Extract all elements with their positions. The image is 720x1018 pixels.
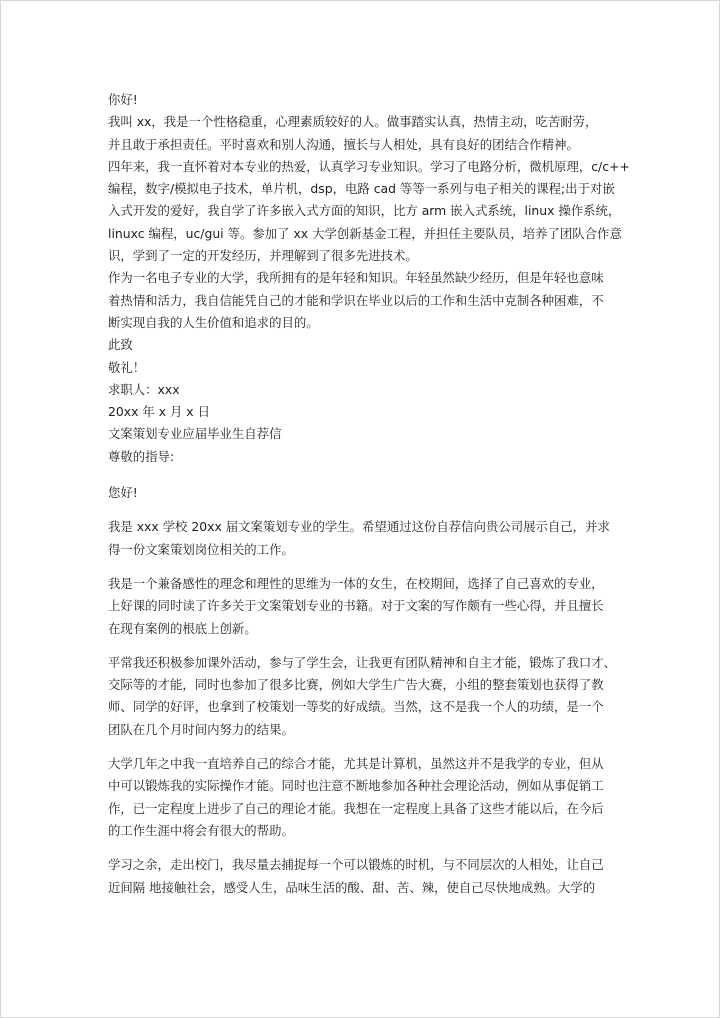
paragraph-line: 我是一个兼备感性的理念和理性的思维为一体的女生，在校期间，选择了自己喜欢的专业，	[108, 575, 604, 591]
paragraph-line: 入式开发的爱好，我自学了许多嵌入式方面的知识，比方 arm 嵌入式系统，linux 操作系统，	[108, 203, 621, 219]
date: 20xx 年 x 月 x 日	[108, 404, 210, 420]
paragraph-line: 近间隔 地接触社会，感受人生，品味生活的酸、甜、苦、辣，使自己尽快地成熟。大学的	[108, 879, 596, 895]
paragraph-line: 并且敢于承担责任。平时喜欢和别人沟通，擅长与人相处，具有良好的团结合作精神。	[108, 136, 579, 152]
paragraph-line: 断实现自我的人生价值和追求的目的。	[108, 314, 319, 330]
paragraph-line: 平常我还积极参加课外活动，参与了学生会，让我更有团队精神和自主才能，锻炼了我口才、	[108, 654, 617, 670]
paragraph-line: 大学几年之中我一直培养自己的综合才能，尤其是计算机，虽然这并不是我学的专业，但从	[108, 756, 604, 772]
document-title: 文案策划专业应届毕业生自荐信	[108, 426, 282, 442]
paragraph-gap	[108, 842, 616, 854]
paragraph-line: 我叫 xx，我是一个性格稳重，心理素质较好的人。做事踏实认真，热情主动，吃苦耐劳，	[108, 114, 598, 130]
closing-line: 此致	[108, 337, 133, 353]
salutation: 尊敬的指导:	[108, 448, 175, 464]
paragraph-line: 作为一名电子专业的大学，我所拥有的是年轻和知识。年轻虽然缺少经历，但是年轻也意味	[108, 270, 604, 286]
paragraph-line: 团队在几个月时间内努力的结果。	[108, 721, 294, 737]
greeting: 你好!	[108, 92, 138, 107]
paragraph-line: 着热情和活力，我自信能凭自己的才能和学识在毕业以后的工作和生活中克制各种困难，不	[108, 292, 604, 308]
paragraph-gap	[108, 741, 616, 753]
closing-salute: 敬礼！	[108, 359, 146, 375]
paragraph-line: 我是 xxx 学校 20xx 届文案策划专业的学生。希望通过这份自荐信向贵公司展示自己，并求	[108, 519, 610, 535]
paragraph-line: 编程，数字/模拟电子技术，单片机，dsp，电路 cad 等等一系列与电子相关的课程;出于对嵌	[108, 181, 615, 197]
paragraph-line: 得一份文案策划岗位相关的工作。	[108, 541, 294, 557]
paragraph-line: 中可以锻炼我的实际操作才能。同时也注意不断地参加各种社会理论活动，例如从事促销工	[108, 778, 604, 794]
paragraph-line: 的工作生涯中将会有很大的帮助。	[108, 822, 294, 838]
paragraph-line: 识，学到了一定的开发经历，并理解到了很多先进技术。	[108, 248, 418, 264]
paragraph-line: 上好课的同时读了许多关于文案策划专业的书籍。对于文案的写作颇有一些心得，并且擅长	[108, 598, 604, 614]
paragraph-gap	[108, 504, 616, 516]
document-page	[108, 89, 630, 899]
paragraph-line: linuxc 编程，uc/gui 等。参加了 xx 大学创新基金工程，并担任主要队员，培养了团队合作意	[108, 225, 622, 241]
greeting: 您好!	[108, 485, 138, 501]
paragraph-line: 学习之余，走出校门，我尽量去捕捉每一个可以锻炼的时机，与不同层次的人相处，让自己	[108, 857, 604, 873]
paragraph-gap	[108, 640, 616, 652]
signature: 求职人：xxx	[108, 381, 180, 397]
paragraph-gap	[108, 468, 616, 482]
paragraph-line: 作，已一定程度上进步了自己的理论才能。我想在一定程度上具备了这些才能以后，在今后	[108, 800, 604, 816]
paragraph-gap	[108, 561, 616, 573]
paragraph-line: 四年来，我一直怀着对本专业的热爱，认真学习专业知识。学习了电路分析，微机原理，c/c++	[108, 158, 630, 174]
paragraph-line: 交际等的才能，同时也参加了很多比赛，例如大学生广告大赛，小组的整套策划也获得了教	[108, 677, 604, 693]
paragraph-line: 师、同学的好评，也拿到了校策划一等奖的好成绩。当然，这不是我一个人的功绩，是一个	[108, 699, 604, 715]
paragraph-line: 在现有案例的根底上创新。	[108, 620, 257, 636]
